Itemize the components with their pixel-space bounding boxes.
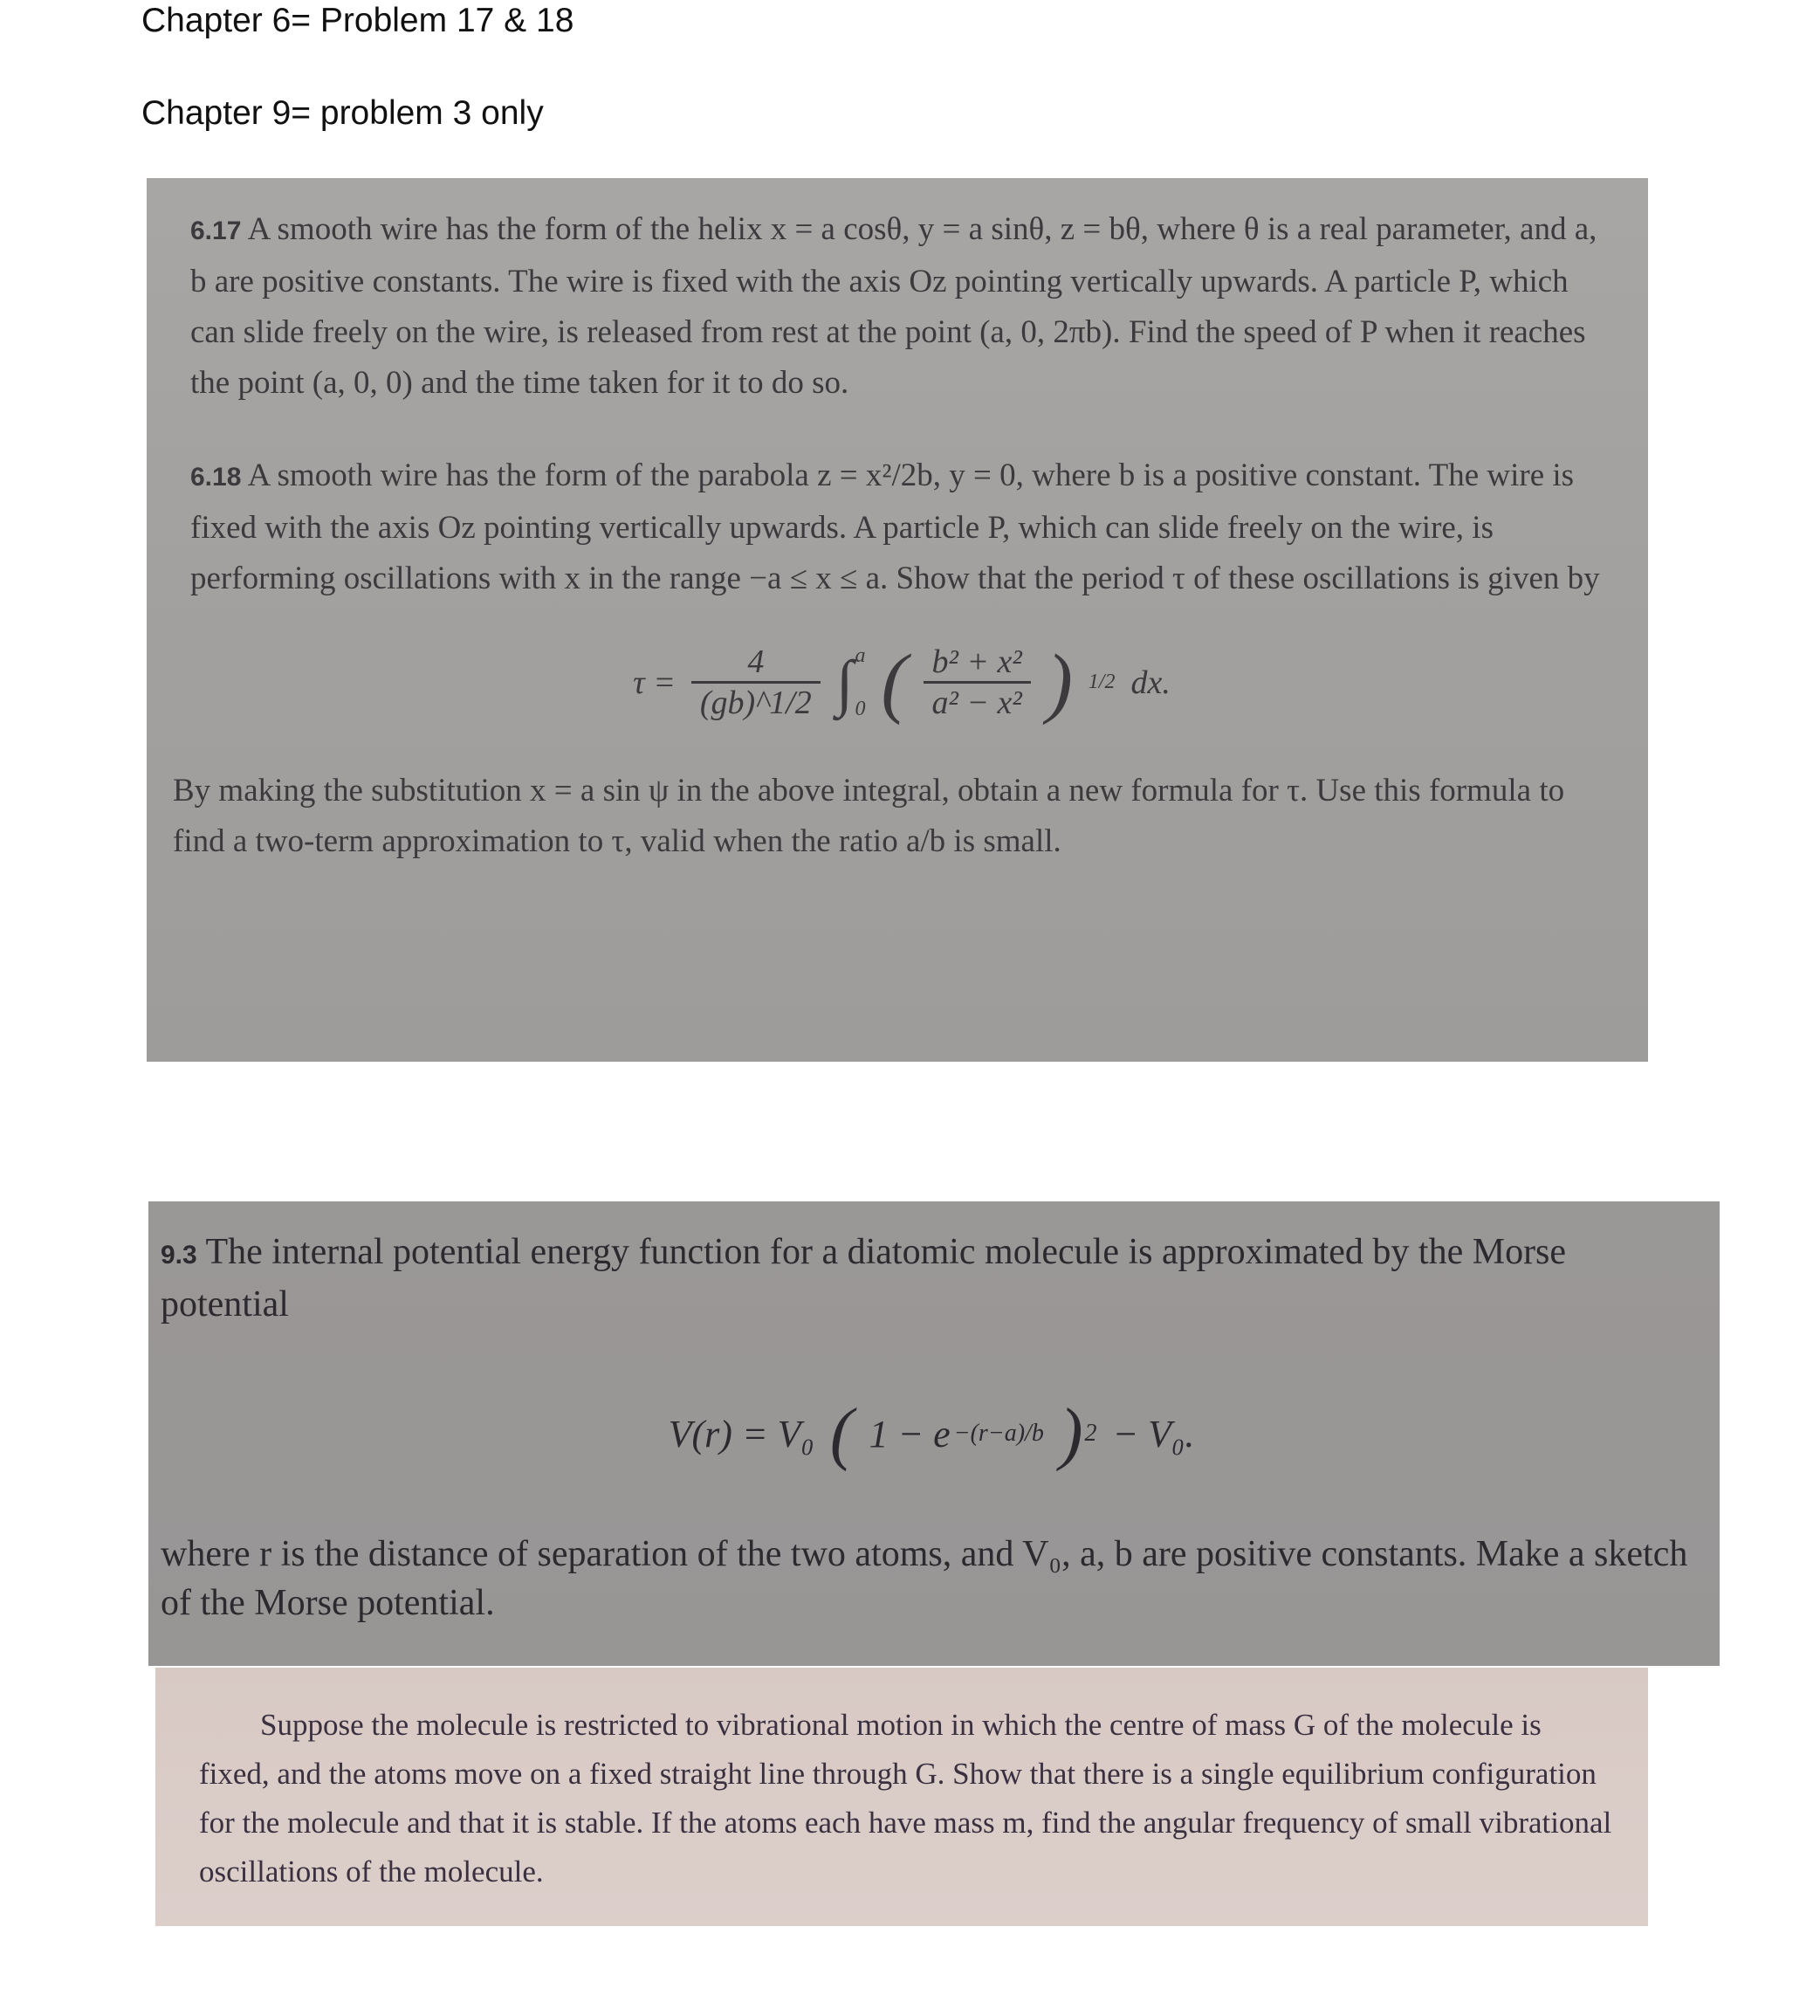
header-line-2: Chapter 9= problem 3 only xyxy=(141,94,544,132)
morse-lhs: V(r) = V₀ xyxy=(668,1412,814,1455)
integral-lower: 0 xyxy=(855,697,866,720)
morse-power: 2 xyxy=(1084,1420,1097,1447)
problem-6-18-followup: By making the substitution x = a sin ψ in the above integral, obtain a new formula for τ. Use this formula to find a two-term approximation to τ, valid when the ratio a/b is small. xyxy=(173,773,1565,859)
formula-lhs: τ = xyxy=(633,664,676,701)
problem-number: 9.3 xyxy=(161,1241,197,1269)
problem-photo-chapter-9 xyxy=(148,1201,1720,1666)
header-line-1: Chapter 6= Problem 17 & 18 xyxy=(141,2,574,39)
problem-number: 6.18 xyxy=(190,463,242,492)
problem-9-3 xyxy=(161,1228,1702,1329)
period-formula xyxy=(190,638,1613,726)
formula-inner-fraction xyxy=(924,643,1031,722)
problem-9-3-continuation: Suppose the molecule is restricted to vibrational motion in which the centre of mass G of the molecule is fixed, and the atoms move on a fixed straight line through G. Show that there is a single equilibrium configuration for the molecule and that it is stable. If the atoms each have mass m, find the angular frequency of small vibrational oscillations of the molecule. xyxy=(199,1708,1612,1889)
problem-text: A smooth wire has the form of the helix x = a cosθ, y = a sinθ, z = bθ, where θ is a real parameter, and a, b are positive constants. The wire is fixed with the axis Oz pointing vertically upwards. A particle P, which can slide freely on the wire, is released from rest at the point (a, 0, 2πb). Find the speed of P when it reaches the point (a, 0, 0) and the time taken for it to do so. xyxy=(190,211,1597,401)
integral-upper: a xyxy=(855,643,866,667)
morse-body: 1 − e xyxy=(869,1412,951,1455)
problem-number: 6.17 xyxy=(190,217,242,245)
morse-formula xyxy=(161,1395,1702,1472)
problem-text: A smooth wire has the form of the parabola z = x²/2b, y = 0, where b is a positive constant. The wire is fixed with the axis Oz pointing vertically upwards. A particle P, which can slide freely on the wire, is performing oscillations with x in the range −a ≤ x ≤ a. Show that the period τ of these oscillations is given by xyxy=(190,458,1600,596)
inner-numerator: b² + x² xyxy=(931,643,1022,680)
inner-denominator: a² − x² xyxy=(924,681,1031,722)
formula-dx: dx. xyxy=(1130,664,1171,701)
problem-photo-chapter-9-continued xyxy=(155,1668,1648,1926)
problem-text: The internal potential energy function for a diatomic molecule is approximated by the Morse potential xyxy=(161,1232,1567,1325)
paren-close: ) xyxy=(1046,638,1073,726)
morse-tail: − V₀. xyxy=(1112,1412,1195,1455)
coef-numerator: 4 xyxy=(747,643,765,680)
integral-sign: ∫ xyxy=(835,647,854,718)
paren-open: ( xyxy=(829,1395,854,1472)
formula-power: 1/2 xyxy=(1088,671,1116,693)
problem-6-18 xyxy=(190,451,1613,604)
paren-close: ) xyxy=(1059,1395,1083,1472)
formula-coefficient xyxy=(691,643,821,722)
paren-open: ( xyxy=(881,638,908,726)
problem-6-17 xyxy=(190,204,1613,409)
problem-photo-chapter-6 xyxy=(147,178,1648,1062)
problem-9-3-after: where r is the distance of separation of the two atoms, and V₀, a, b are positive constants. Make a sketch of the Morse potential. xyxy=(161,1534,1688,1623)
morse-exponent: −(r−a)/b xyxy=(953,1420,1044,1447)
coef-denominator: (gb)^1/2 xyxy=(691,681,821,722)
